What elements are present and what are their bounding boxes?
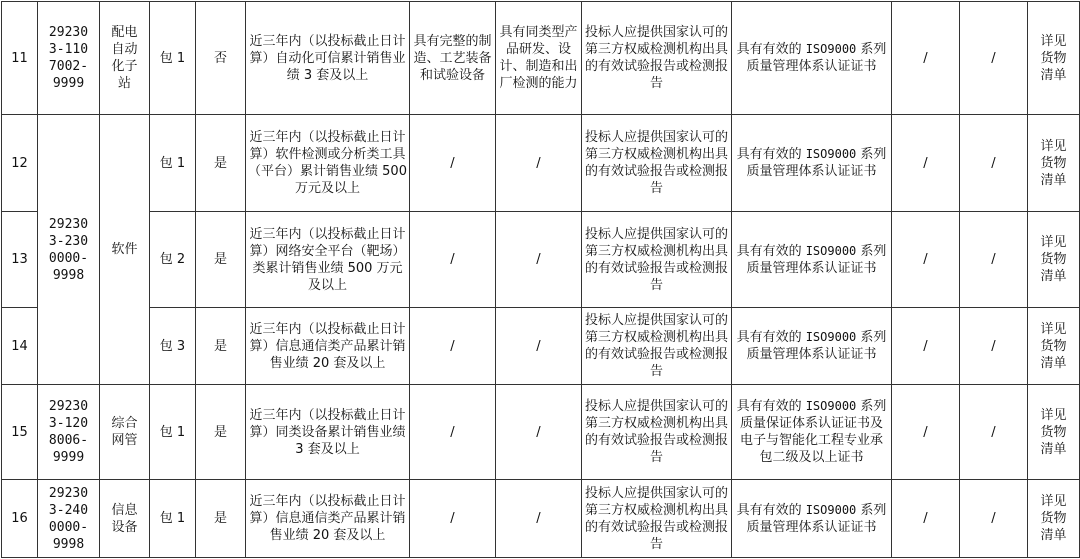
material-name: 软件 xyxy=(100,115,150,385)
flag-cell: 否 xyxy=(196,2,246,115)
performance-requirement: 近三年内（以投标截止日计算）同类设备累计销售业绩 3 套及以上 xyxy=(246,385,410,480)
row-number: 12 xyxy=(2,115,38,212)
detail-note: 详见 货物 清单 xyxy=(1028,385,1080,480)
flag-cell: 是 xyxy=(196,480,246,558)
certificate-text-a: 具有有效的 xyxy=(736,147,806,162)
test-report-requirement: 投标人应提供国家认可的第三方权威检测机构出具的有效试验报告或检测报告 xyxy=(582,308,732,385)
table-row xyxy=(2,115,1080,212)
table-row xyxy=(2,2,1080,115)
detail-note: 详见 货物 清单 xyxy=(1028,115,1080,212)
package-number: 包 2 xyxy=(150,212,196,308)
certificate-requirement xyxy=(732,115,892,212)
table-row xyxy=(2,385,1080,480)
table-row xyxy=(2,308,1080,385)
other-requirement-2: / xyxy=(960,2,1028,115)
certificate-text-a: 具有有效的 xyxy=(736,399,806,414)
other-requirement-1: / xyxy=(892,212,960,308)
row-number: 15 xyxy=(2,385,38,480)
other-requirement-2: / xyxy=(960,480,1028,558)
detail-note: 详见 货物 清单 xyxy=(1028,480,1080,558)
certificate-requirement xyxy=(732,308,892,385)
row-number: 14 xyxy=(2,308,38,385)
package-number: 包 1 xyxy=(150,115,196,212)
other-requirement-1: / xyxy=(892,480,960,558)
package-number: 包 1 xyxy=(150,2,196,115)
detail-note: 详见 货物 清单 xyxy=(1028,212,1080,308)
table-row xyxy=(2,480,1080,558)
other-requirement-2: / xyxy=(960,308,1028,385)
performance-requirement: 近三年内（以投标截止日计算）网络安全平台（靶场）类累计销售业绩 500 万元及以上 xyxy=(246,212,410,308)
certificate-text-c: 系列质量管理体系认证证书 xyxy=(746,330,887,362)
other-requirement-2: / xyxy=(960,115,1028,212)
certificate-text-c: 系列质量管理体系认证证书 xyxy=(746,502,887,535)
row-number: 13 xyxy=(2,212,38,308)
test-report-requirement: 投标人应提供国家认可的第三方权威检测机构出具的有效试验报告或检测报告 xyxy=(582,385,732,480)
certificate-text-a: 具有有效的 xyxy=(736,42,806,57)
certificate-text-a: 具有有效的 xyxy=(736,502,806,518)
equipment-requirement: / xyxy=(410,212,496,308)
certificate-text-a: 具有有效的 xyxy=(736,330,806,345)
certificate-requirement xyxy=(732,212,892,308)
certificate-standard: ISO9000 xyxy=(805,330,857,344)
certificate-standard: ISO9000 xyxy=(805,147,857,161)
row-number: 11 xyxy=(2,2,38,115)
other-requirement-2: / xyxy=(960,385,1028,480)
rd-capability-requirement: / xyxy=(496,212,582,308)
requirements-table xyxy=(1,1,1080,558)
package-number: 包 1 xyxy=(150,480,196,558)
flag-cell: 是 xyxy=(196,308,246,385)
rd-capability-requirement: / xyxy=(496,480,582,558)
material-name: 配电 自动 化子 站 xyxy=(100,2,150,115)
material-code: 29230 3-110 7002- 9999 xyxy=(38,2,100,115)
test-report-requirement: 投标人应提供国家认可的第三方权威检测机构出具的有效试验报告或检测报告 xyxy=(582,2,732,115)
test-report-requirement: 投标人应提供国家认可的第三方权威检测机构出具的有效试验报告或检测报告 xyxy=(582,480,732,558)
material-code: 29230 3-230 0000- 9998 xyxy=(38,115,100,385)
performance-requirement: 近三年内（以投标截止日计算）信息通信类产品累计销售业绩 20 套及以上 xyxy=(246,480,410,558)
other-requirement-2: / xyxy=(960,212,1028,308)
row-number: 16 xyxy=(2,480,38,558)
detail-note: 详见 货物 清单 xyxy=(1028,2,1080,115)
certificate-text-c: 系列质量保证体系认证证书及电子与智能化工程专业承包二级及以上证书 xyxy=(739,399,887,465)
material-name: 综合 网管 xyxy=(100,385,150,480)
test-report-requirement: 投标人应提供国家认可的第三方权威检测机构出具的有效试验报告或检测报告 xyxy=(582,212,732,308)
package-number: 包 1 xyxy=(150,385,196,480)
certificate-standard: ISO9000 xyxy=(805,243,857,258)
certificate-text-c: 系列质量管理体系认证证书 xyxy=(746,42,887,74)
detail-note: 详见 货物 清单 xyxy=(1028,308,1080,385)
equipment-requirement: / xyxy=(410,308,496,385)
performance-requirement: 近三年内（以投标截止日计算）自动化可信累计销售业绩 3 套及以上 xyxy=(246,2,410,115)
equipment-requirement: / xyxy=(410,115,496,212)
certificate-text-a: 具有有效的 xyxy=(736,243,806,259)
equipment-requirement: 具有完整的制造、工艺装备和试验设备 xyxy=(410,2,496,115)
equipment-requirement: / xyxy=(410,385,496,480)
performance-requirement: 近三年内（以投标截止日计算）信息通信类产品累计销售业绩 20 套及以上 xyxy=(246,308,410,385)
other-requirement-1: / xyxy=(892,308,960,385)
other-requirement-1: / xyxy=(892,385,960,480)
certificate-text-c: 系列质量管理体系认证证书 xyxy=(746,243,887,276)
certificate-requirement xyxy=(732,2,892,115)
certificate-requirement xyxy=(732,480,892,558)
rd-capability-requirement: / xyxy=(496,308,582,385)
test-report-requirement: 投标人应提供国家认可的第三方权威检测机构出具的有效试验报告或检测报告 xyxy=(582,115,732,212)
material-code: 29230 3-240 0000- 9998 xyxy=(38,480,100,558)
table-row xyxy=(2,212,1080,308)
material-code: 29230 3-120 8006- 9999 xyxy=(38,385,100,480)
flag-cell: 是 xyxy=(196,385,246,480)
certificate-standard: ISO9000 xyxy=(805,399,857,413)
performance-requirement: 近三年内（以投标截止日计算）软件检测或分析类工具（平台）累计销售业绩 500 万元及以上 xyxy=(246,115,410,212)
certificate-standard: ISO9000 xyxy=(805,502,857,517)
rd-capability-requirement: 具有同类型产品研发、设计、制造和出厂检测的能力 xyxy=(496,2,582,115)
package-number: 包 3 xyxy=(150,308,196,385)
certificate-standard: ISO9000 xyxy=(805,42,857,56)
certificate-text-c: 系列质量管理体系认证证书 xyxy=(746,147,887,179)
material-name: 信息 设备 xyxy=(100,480,150,558)
equipment-requirement: / xyxy=(410,480,496,558)
rd-capability-requirement: / xyxy=(496,115,582,212)
flag-cell: 是 xyxy=(196,212,246,308)
flag-cell: 是 xyxy=(196,115,246,212)
rd-capability-requirement: / xyxy=(496,385,582,480)
certificate-requirement xyxy=(732,385,892,480)
other-requirement-1: / xyxy=(892,115,960,212)
other-requirement-1: / xyxy=(892,2,960,115)
